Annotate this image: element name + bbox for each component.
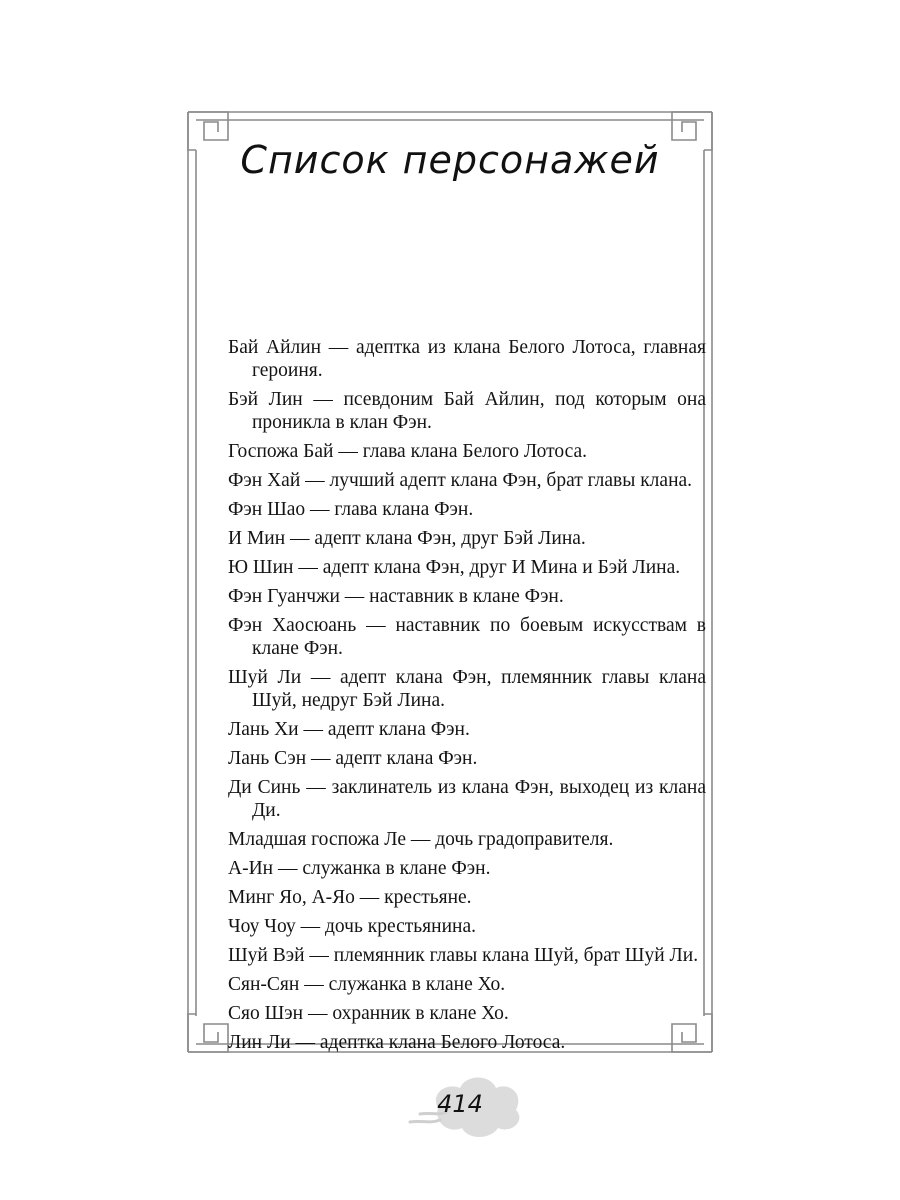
frame-corner-bottom-left — [188, 1014, 228, 1052]
list-item: И Мин — адепт клана Фэн, друг Бэй Лина. — [228, 528, 586, 549]
list-item: Бай Айлин — адептка из клана Белого Лотоса, главная героиня. — [228, 337, 706, 381]
list-item: Чоу Чоу — дочь крестьянина. — [228, 916, 476, 937]
page-title: Список персонажей — [240, 138, 660, 182]
list-item: Фэн Хай — лучший адепт клана Фэн, брат главы клана. — [228, 470, 693, 491]
page-number: 414 — [437, 1090, 483, 1118]
list-item: А-Ин — служанка в клане Фэн. — [228, 858, 491, 879]
list-item: Младшая госпожа Ле — дочь градоправителя. — [228, 829, 614, 850]
list-item: Госпожа Бай — глава клана Белого Лотоса. — [228, 441, 588, 462]
list-item: Ю Шин — адепт клана Фэн, друг И Мина и Бэй Лина. — [228, 557, 681, 578]
list-item: Шуй Ли — адепт клана Фэн, племянник главы клана Шуй, недруг Бэй Лина. — [228, 667, 706, 711]
list-item: Ди Синь — заклинатель из клана Фэн, выходец из клана Ди. — [228, 777, 706, 821]
list-item: Фэн Гуанчжи — наставник в клане Фэн. — [228, 586, 564, 607]
list-item: Лин Ли — адептка клана Белого Лотоса. — [228, 1032, 566, 1053]
list-item: Фэн Хаосюань — наставник по боевым искусствам в клане Фэн. — [228, 615, 706, 659]
character-list — [228, 336, 706, 1060]
list-item: Сяо Шэн — охранник в клане Хо. — [228, 1003, 509, 1024]
list-item: Бэй Лин — псевдоним Бай Айлин, под которым она проникла в клан Фэн. — [228, 389, 706, 433]
list-item: Сян-Сян — служанка в клане Хо. — [228, 974, 506, 995]
list-item: Шуй Вэй — племянник главы клана Шуй, брат Шуй Ли. — [228, 945, 699, 966]
list-item: Минг Яо, А-Яо — крестьяне. — [228, 887, 472, 908]
list-item: Лань Сэн — адепт клана Фэн. — [228, 748, 478, 769]
list-item: Фэн Шао — глава клана Фэн. — [228, 499, 474, 520]
list-item: Лань Хи — адепт клана Фэн. — [228, 719, 470, 740]
page-number-block — [400, 1070, 520, 1140]
